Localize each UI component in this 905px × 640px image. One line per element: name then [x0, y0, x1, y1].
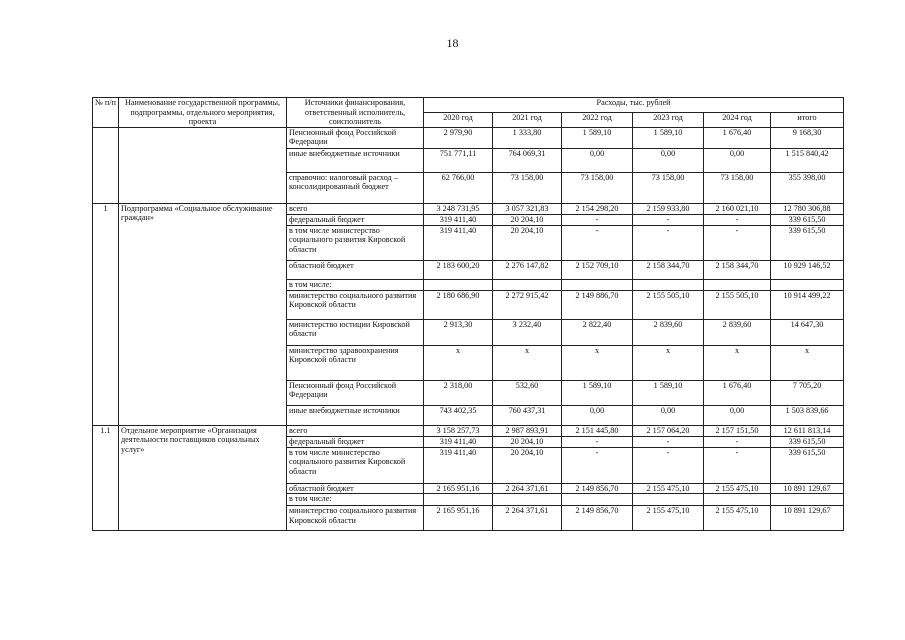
year-value: 743 402,35 — [424, 405, 493, 425]
year-value: 2 318,00 — [424, 380, 493, 405]
year-value — [562, 494, 633, 506]
total-value: 9 168,30 — [771, 127, 844, 148]
funding-source: министерство здравоохранения Кировской области — [287, 345, 424, 380]
header-year: 2024 год — [704, 112, 771, 127]
funding-source: министерство социального развития Кировской области — [287, 290, 424, 319]
year-value: 20 204,10 — [493, 214, 562, 225]
header-total: итого — [771, 112, 844, 127]
funding-source: областной бюджет — [287, 483, 424, 494]
total-value: x — [771, 345, 844, 380]
year-value: 20 204,10 — [493, 225, 562, 260]
year-value: 73 158,00 — [493, 172, 562, 203]
funding-source: иные внебюджетные источники — [287, 148, 424, 172]
year-value — [633, 279, 704, 290]
funding-source: федеральный бюджет — [287, 436, 424, 447]
year-value: x — [704, 345, 771, 380]
year-value: 764 069,31 — [493, 148, 562, 172]
total-value: 10 914 499,22 — [771, 290, 844, 319]
year-value: 0,00 — [562, 405, 633, 425]
year-value: 2 155 475,10 — [704, 506, 771, 531]
funding-source: министерство социального развития Кировской области — [287, 506, 424, 531]
year-value: 2 154 298,20 — [562, 203, 633, 214]
total-value: 1 515 840,42 — [771, 148, 844, 172]
year-value: 751 771,11 — [424, 148, 493, 172]
funding-source: министерство юстиции Кировской области — [287, 319, 424, 345]
funding-source: в том числе министерство социального развития Кировской области — [287, 225, 424, 260]
year-value: - — [633, 436, 704, 447]
year-value — [424, 279, 493, 290]
header-expenses: Расходы, тыс. рублей — [424, 98, 844, 113]
year-value: 2 183 600,20 — [424, 260, 493, 279]
table-body — [93, 127, 844, 531]
year-value: 3 232,40 — [493, 319, 562, 345]
year-value: 2 157 064,20 — [633, 425, 704, 436]
year-value: - — [704, 447, 771, 483]
total-value: 355 398,00 — [771, 172, 844, 203]
total-value: 10 891 129,67 — [771, 506, 844, 531]
total-value — [771, 494, 844, 506]
year-value: 2 149 856,70 — [562, 483, 633, 494]
year-value: 2 158 344,70 — [704, 260, 771, 279]
total-value: 339 615,50 — [771, 214, 844, 225]
year-value: 1 676,40 — [704, 127, 771, 148]
year-value: 2 913,30 — [424, 319, 493, 345]
year-value: - — [633, 214, 704, 225]
page-number: 18 — [446, 36, 459, 50]
year-value: 0,00 — [633, 405, 704, 425]
year-value: 1 333,80 — [493, 127, 562, 148]
funding-source: Пенсионный фонд Российской Федерации — [287, 127, 424, 148]
funding-source: всего — [287, 425, 424, 436]
program-name — [119, 127, 287, 203]
header-name: Наименование государственной программы, подпрограммы, отдельного мероприятия, проекта — [119, 98, 287, 128]
year-value: 760 437,31 — [493, 405, 562, 425]
funding-source: федеральный бюджет — [287, 214, 424, 225]
program-name: Отдельное мероприятие «Организация деятельности поставщиков социальных услуг» — [119, 425, 287, 531]
year-value: 1 589,10 — [562, 127, 633, 148]
year-value: 2 157 151,50 — [704, 425, 771, 436]
header-year: 2020 год — [424, 112, 493, 127]
table-row — [93, 127, 844, 148]
year-value — [704, 494, 771, 506]
table-row — [93, 425, 844, 436]
year-value: 20 204,10 — [493, 436, 562, 447]
year-value: - — [704, 214, 771, 225]
total-value: 7 705,20 — [771, 380, 844, 405]
budget-table — [92, 97, 844, 531]
total-value: 339 615,50 — [771, 447, 844, 483]
year-value: 2 155 475,10 — [633, 483, 704, 494]
year-value: 2 160 021,10 — [704, 203, 771, 214]
year-value: 2 149 856,70 — [562, 506, 633, 531]
year-value — [704, 279, 771, 290]
funding-source: всего — [287, 203, 424, 214]
year-value: - — [562, 214, 633, 225]
year-value: 3 057 321,83 — [493, 203, 562, 214]
year-value: 73 158,00 — [704, 172, 771, 203]
row-number: 1 — [93, 203, 119, 425]
year-value: 1 589,10 — [633, 380, 704, 405]
table-row — [93, 203, 844, 214]
year-value: x — [493, 345, 562, 380]
year-value: 319 411,40 — [424, 214, 493, 225]
year-value: 3 248 731,95 — [424, 203, 493, 214]
year-value: 73 158,00 — [633, 172, 704, 203]
total-value: 339 615,50 — [771, 436, 844, 447]
table-header — [93, 98, 844, 128]
year-value: 1 589,10 — [562, 380, 633, 405]
year-value — [562, 279, 633, 290]
year-value: 1 676,40 — [704, 380, 771, 405]
year-value: 2 180 686,90 — [424, 290, 493, 319]
year-value: 0,00 — [633, 148, 704, 172]
year-value: 319 411,40 — [424, 447, 493, 483]
year-value: 3 158 257,73 — [424, 425, 493, 436]
year-value: 2 155 505,10 — [633, 290, 704, 319]
year-value: 2 839,60 — [704, 319, 771, 345]
year-value: 319 411,40 — [424, 436, 493, 447]
funding-source: областной бюджет — [287, 260, 424, 279]
year-value: 2 987 893,91 — [493, 425, 562, 436]
funding-source: Пенсионный фонд Российской Федерации — [287, 380, 424, 405]
year-value: 2 979,90 — [424, 127, 493, 148]
year-value: - — [562, 225, 633, 260]
year-value: 2 276 147,82 — [493, 260, 562, 279]
funding-source: в том числе: — [287, 494, 424, 506]
year-value: 2 149 886,70 — [562, 290, 633, 319]
year-value — [493, 494, 562, 506]
year-value: 20 204,10 — [493, 447, 562, 483]
year-value: 2 272 915,42 — [493, 290, 562, 319]
total-value — [771, 279, 844, 290]
year-value: 2 839,60 — [633, 319, 704, 345]
funding-source: в том числе министерство социального развития Кировской области — [287, 447, 424, 483]
year-value: 532,60 — [493, 380, 562, 405]
year-value: 2 155 475,10 — [704, 483, 771, 494]
year-value: 2 152 709,10 — [562, 260, 633, 279]
year-value: x — [424, 345, 493, 380]
year-value: x — [562, 345, 633, 380]
header-year: 2022 год — [562, 112, 633, 127]
year-value: x — [633, 345, 704, 380]
total-value: 10 891 129,67 — [771, 483, 844, 494]
funding-source: в том числе: — [287, 279, 424, 290]
year-value: - — [562, 436, 633, 447]
year-value: 1 589,10 — [633, 127, 704, 148]
year-value: 319 411,40 — [424, 225, 493, 260]
funding-source: иные внебюджетные источники — [287, 405, 424, 425]
funding-source: справочно: налоговый расход – консолидированный бюджет — [287, 172, 424, 203]
total-value: 1 503 839,66 — [771, 405, 844, 425]
year-value: 2 165 951,16 — [424, 483, 493, 494]
year-value — [424, 494, 493, 506]
year-value: 0,00 — [704, 148, 771, 172]
year-value: 2 264 371,61 — [493, 506, 562, 531]
total-value: 10 929 146,52 — [771, 260, 844, 279]
header-year: 2023 год — [633, 112, 704, 127]
year-value: 2 822,40 — [562, 319, 633, 345]
header-source: Источники финансирования, ответственный исполнитель, соисполнитель — [287, 98, 424, 128]
year-value: 0,00 — [562, 148, 633, 172]
total-value: 12 780 306,88 — [771, 203, 844, 214]
year-value: - — [633, 447, 704, 483]
year-value: - — [704, 436, 771, 447]
year-value: 2 155 475,10 — [633, 506, 704, 531]
year-value: 2 158 344,70 — [633, 260, 704, 279]
total-value: 339 615,50 — [771, 225, 844, 260]
year-value: 2 159 933,80 — [633, 203, 704, 214]
year-value — [493, 279, 562, 290]
total-value: 14 647,30 — [771, 319, 844, 345]
row-number: 1.1 — [93, 425, 119, 531]
year-value: - — [562, 447, 633, 483]
year-value: - — [633, 225, 704, 260]
program-name: Подпрограмма «Социальное обслуживание граждан» — [119, 203, 287, 425]
year-value: 62 766,00 — [424, 172, 493, 203]
year-value: 2 165 951,16 — [424, 506, 493, 531]
row-number — [93, 127, 119, 203]
header-num: № п/п — [93, 98, 119, 128]
year-value: 2 155 505,10 — [704, 290, 771, 319]
total-value: 12 611 813,14 — [771, 425, 844, 436]
header-year: 2021 год — [493, 112, 562, 127]
year-value: 2 151 445,80 — [562, 425, 633, 436]
year-value: 73 158,00 — [562, 172, 633, 203]
year-value — [633, 494, 704, 506]
year-value: 2 264 371,61 — [493, 483, 562, 494]
year-value: - — [704, 225, 771, 260]
year-value: 0,00 — [704, 405, 771, 425]
